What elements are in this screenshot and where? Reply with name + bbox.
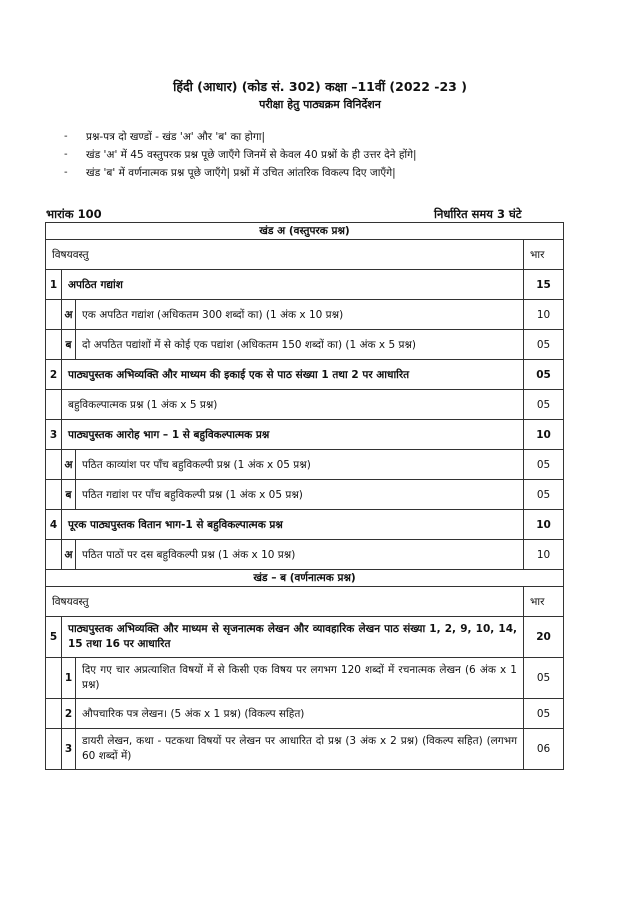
row-marks: 10 (524, 510, 564, 540)
row-letter: ब (62, 480, 76, 510)
table-row (46, 300, 564, 330)
syllabus-table (45, 222, 564, 770)
row-number: 3 (46, 420, 62, 450)
table-row (46, 617, 564, 658)
row-topic: पाठ्यपुस्तक अभिव्यक्ति और माध्यम की इकाई एक से पाठ संख्या 1 तथा 2 पर आधारित (62, 360, 524, 390)
page-subtitle: परीक्षा हेतु पाठ्यक्रम विनिर्देशन (259, 98, 381, 111)
row-number: 5 (46, 617, 62, 658)
table-row (46, 420, 564, 450)
row-marks: 05 (524, 480, 564, 510)
table-row (46, 658, 564, 699)
row-number: 2 (46, 360, 62, 390)
table-header-row (46, 240, 564, 270)
row-letter: अ (62, 300, 76, 330)
row-number: 3 (62, 729, 76, 770)
row-marks: 15 (524, 270, 564, 300)
row-text: दो अपठित पद्यांशों में से कोई एक पद्यांश (अधिकतम 150 शब्दों का) (1 अंक x 5 प्रश्न) (76, 330, 524, 360)
row-topic: अपठित गद्यांश (62, 270, 524, 300)
header-content: विषयवस्तु (46, 587, 524, 617)
section-b-title: खंड – ब (वर्णनात्मक प्रश्न) (46, 570, 564, 587)
table-row (46, 270, 564, 300)
table-row (46, 699, 564, 729)
row-marks: 20 (524, 617, 564, 658)
row-letter: अ (62, 540, 76, 570)
row-letter: अ (62, 450, 76, 480)
table-row (46, 390, 564, 420)
row-marks: 05 (524, 658, 564, 699)
section-a-title: खंड अ (वस्तुपरक प्रश्न) (46, 223, 564, 240)
table-header-row (46, 587, 564, 617)
table-row (46, 360, 564, 390)
row-marks: 10 (524, 420, 564, 450)
page-title: हिंदी (आधार) (कोड सं. 302) कक्षा –11वीं (2022 -23 ) (173, 79, 467, 94)
table-row (46, 450, 564, 480)
instruction-item: - खंड 'अ' में 45 वस्तुपरक प्रश्न पूछे जाएँगे जिनमें से केवल 40 प्रश्नों के ही उत्तर देने होंगे| (64, 146, 624, 164)
row-text: दिए गए चार अप्रत्याशित विषयों में से किसी एक विषय पर लगभग 120 शब्दों में रचनात्मक लेखन (6 अंक x 1 प्रश्न) (76, 658, 524, 699)
instruction-item: - खंड 'ब' में वर्णनात्मक प्रश्न पूछे जाएँगे| प्रश्नों में उचित आंतरिक विकल्प दिए जाएँगे| (64, 164, 624, 182)
row-text: पठित काव्यांश पर पाँच बहुविकल्पी प्रश्न (1 अंक x 05 प्रश्न) (76, 450, 524, 480)
row-text: पठित गद्यांश पर पाँच बहुविकल्पी प्रश्न (1 अंक x 05 प्रश्न) (76, 480, 524, 510)
instructions-list (64, 128, 624, 182)
table-row (46, 510, 564, 540)
row-text: औपचारिक पत्र लेखन। (5 अंक x 1 प्रश्न) (विकल्प सहित) (76, 699, 524, 729)
row-letter: ब (62, 330, 76, 360)
row-number: 4 (46, 510, 62, 540)
exam-duration: निर्धारित समय 3 घंटे (434, 207, 522, 221)
row-marks: 06 (524, 729, 564, 770)
section-b-title-row (46, 570, 564, 587)
table-row (46, 480, 564, 510)
row-topic: पाठ्यपुस्तक आरोह भाग – 1 से बहुविकल्पात्मक प्रश्न (62, 420, 524, 450)
row-marks: 05 (524, 360, 564, 390)
row-text: बहुविकल्पात्मक प्रश्न (1 अंक x 5 प्रश्न) (62, 390, 524, 420)
row-text: एक अपठित गद्यांश (अधिकतम 300 शब्दों का) (1 अंक x 10 प्रश्न) (76, 300, 524, 330)
instruction-item: - प्रश्न-पत्र दो खण्डों - खंड 'अ' और 'ब' का होगा| (64, 128, 624, 146)
row-number: 1 (46, 270, 62, 300)
row-number: 2 (62, 699, 76, 729)
row-marks: 05 (524, 390, 564, 420)
row-topic: पाठ्यपुस्तक अभिव्यक्ति और माध्यम से सृजनात्मक लेखन और व्यावहारिक लेखन पाठ संख्या 1, 2, 9, 10, 14, 15 तथा 16 पर आधारित (62, 617, 524, 658)
row-marks: 10 (524, 300, 564, 330)
header-content: विषयवस्तु (46, 240, 524, 270)
header-weight: भार (524, 587, 564, 617)
exam-meta (46, 207, 546, 222)
row-text: पठित पाठों पर दस बहुविकल्पी प्रश्न (1 अंक x 10 प्रश्न) (76, 540, 524, 570)
section-a-title-row (46, 223, 564, 240)
row-topic: पूरक पाठ्यपुस्तक वितान भाग-1 से बहुविकल्पात्मक प्रश्न (62, 510, 524, 540)
total-marks: भारांक 100 (46, 207, 102, 221)
table-row (46, 330, 564, 360)
row-text: डायरी लेखन, कथा - पटकथा विषयों पर लेखन पर आधारित दो प्रश्न (3 अंक x 2 प्रश्न) (विकल्प सहित) (लगभग 60 शब्दों में) (76, 729, 524, 770)
table-row (46, 540, 564, 570)
row-marks: 10 (524, 540, 564, 570)
row-marks: 05 (524, 699, 564, 729)
table-row (46, 729, 564, 770)
header-weight: भार (524, 240, 564, 270)
row-number: 1 (62, 658, 76, 699)
row-marks: 05 (524, 450, 564, 480)
row-marks: 05 (524, 330, 564, 360)
